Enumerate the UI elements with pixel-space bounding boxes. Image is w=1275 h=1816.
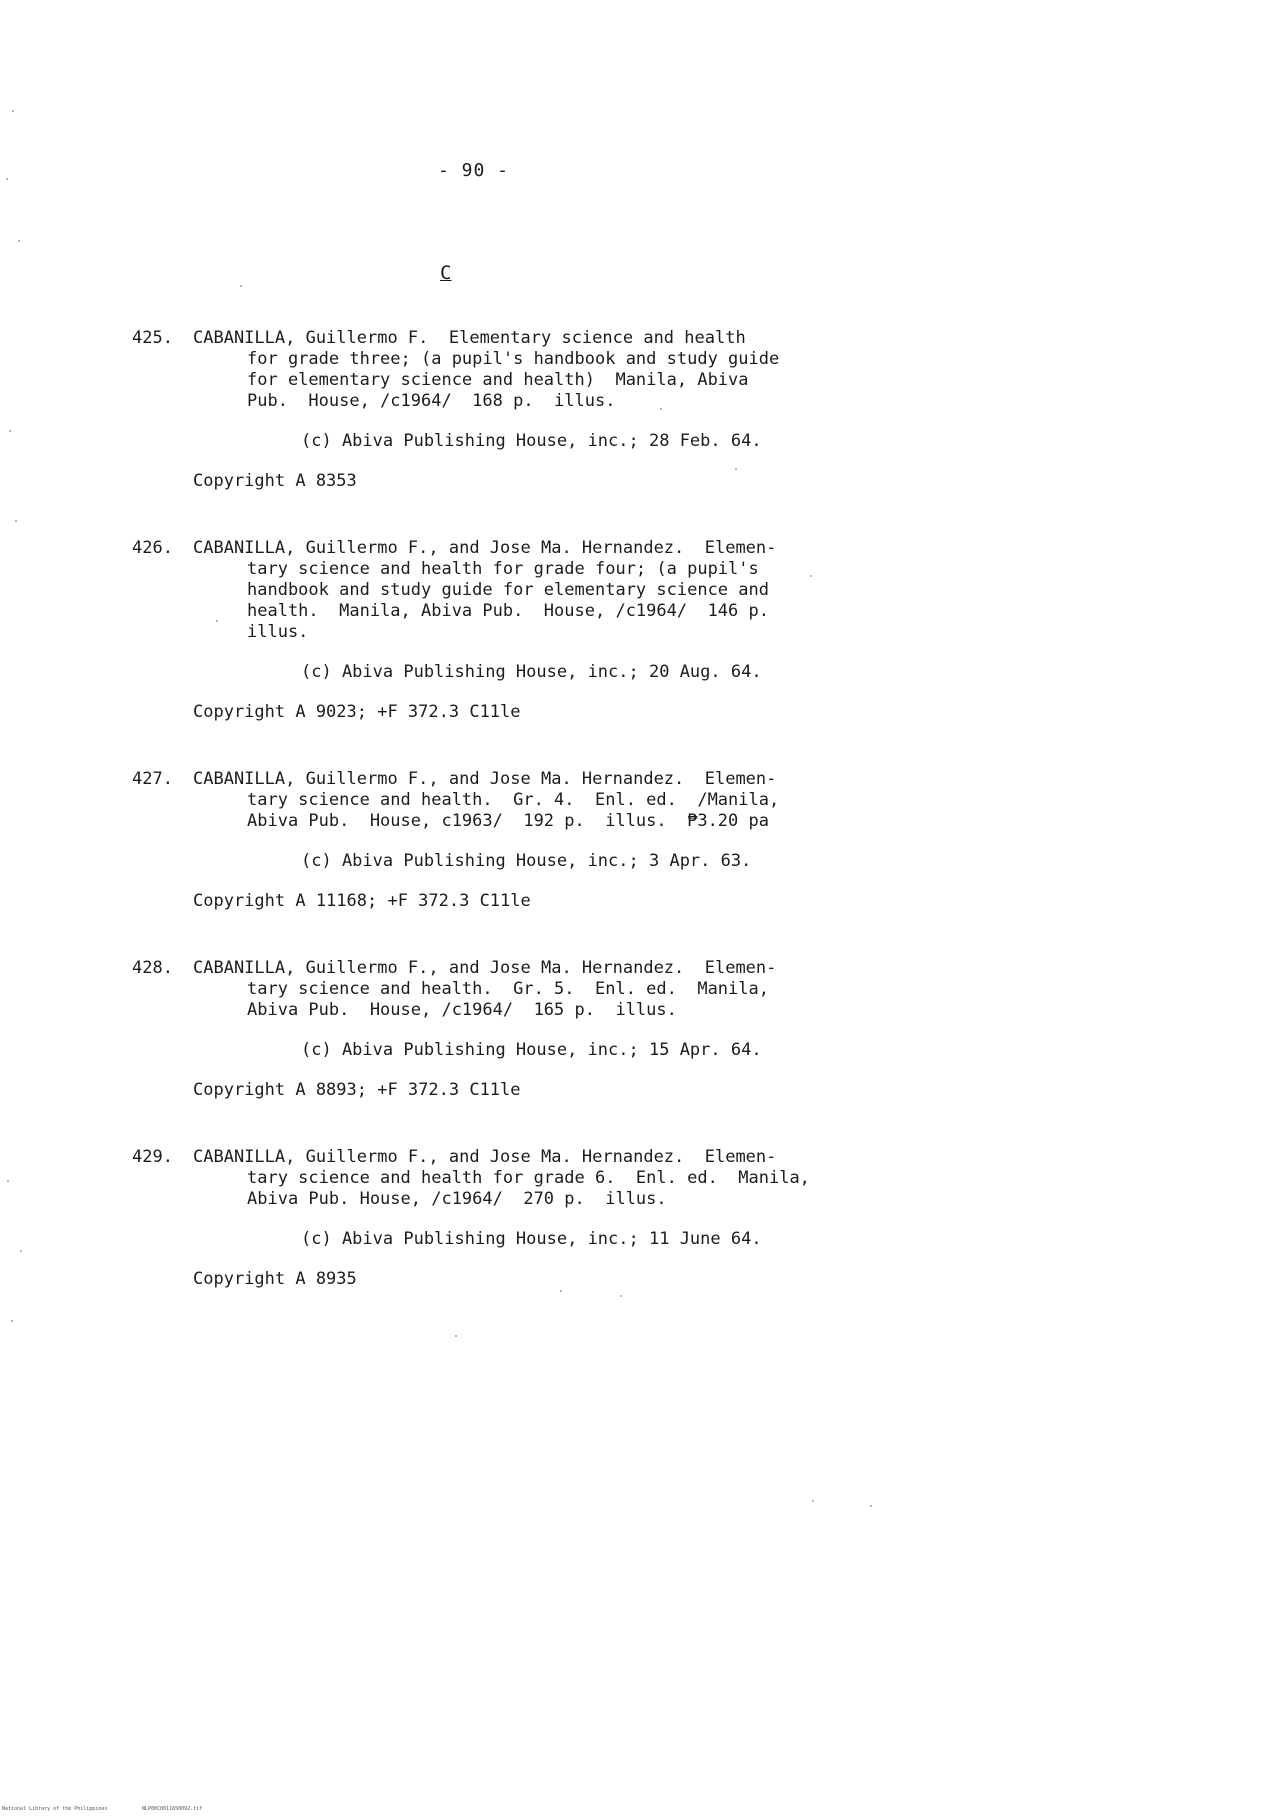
entry-text-line: Abiva Pub. House, /c1964/ 270 p. illus. (247, 1189, 667, 1209)
entry-text-line: illus. (247, 622, 309, 642)
copyright-registration: Copyright A 8893; +F 372.3 C11le (193, 1080, 521, 1100)
copyright-holder: (c) Abiva Publishing House, inc.; 3 Apr. 63. (301, 851, 752, 871)
entry-text-line: health. Manila, Abiva Pub. House, /c1964/ 146 p. (247, 601, 769, 621)
copyright-registration: Copyright A 11168; +F 372.3 C11le (193, 891, 531, 911)
section-letter: C (440, 262, 452, 284)
entry-text-line: Abiva Pub. House, c1963/ 192 p. illus. ₱3.20 pa (247, 811, 769, 831)
copyright-registration: Copyright A 9023; +F 372.3 C11le (193, 702, 521, 722)
entry-text-line: Abiva Pub. House, /c1964/ 165 p. illus. (247, 1000, 677, 1020)
entry-text-line: tary science and health. Gr. 5. Enl. ed. Manila, (247, 979, 769, 999)
page-number: - 90 - (438, 160, 510, 181)
entry-text-line: CABANILLA, Guillermo F., and Jose Ma. Hernandez. Elemen- (193, 1147, 777, 1167)
entry-text-line: CABANILLA, Guillermo F., and Jose Ma. Hernandez. Elemen- (193, 958, 777, 978)
entry-number: 426. (132, 538, 173, 558)
entry-text-line: Pub. House, /c1964/ 168 p. illus. (247, 391, 616, 411)
entry-text-line: tary science and health for grade four; (a pupil's (247, 559, 759, 579)
copyright-holder: (c) Abiva Publishing House, inc.; 15 Apr. 64. (301, 1040, 762, 1060)
entry-text-line: tary science and health for grade 6. Enl. ed. Manila, (247, 1168, 810, 1188)
copyright-registration: Copyright A 8935 (193, 1269, 357, 1289)
footer-library: National Library of the Philippines (2, 1806, 108, 1812)
copyright-holder: (c) Abiva Publishing House, inc.; 20 Aug. 64. (301, 662, 762, 682)
entry-text-line: for grade three; (a pupil's handbook and study guide (247, 349, 780, 369)
entry-text-line: tary science and health. Gr. 4. Enl. ed. /Manila, (247, 790, 780, 810)
entry-number: 429. (132, 1147, 173, 1167)
entry-number: 428. (132, 958, 173, 978)
entry-text-line: handbook and study guide for elementary science and (247, 580, 769, 600)
footer-file-code: NLP00C0011650092.tif (142, 1806, 203, 1812)
entry-text-line: CABANILLA, Guillermo F., and Jose Ma. Hernandez. Elemen- (193, 538, 777, 558)
entry-text-line: CABANILLA, Guillermo F., and Jose Ma. Hernandez. Elemen- (193, 769, 777, 789)
copyright-registration: Copyright A 8353 (193, 471, 357, 491)
entry-text-line: for elementary science and health) Manila, Abiva (247, 370, 749, 390)
entry-number: 425. (132, 328, 173, 348)
copyright-holder: (c) Abiva Publishing House, inc.; 28 Feb. 64. (301, 431, 762, 451)
entry-number: 427. (132, 769, 173, 789)
entry-text-line: CABANILLA, Guillermo F. Elementary science and health (193, 328, 746, 348)
copyright-holder: (c) Abiva Publishing House, inc.; 11 June 64. (301, 1229, 762, 1249)
